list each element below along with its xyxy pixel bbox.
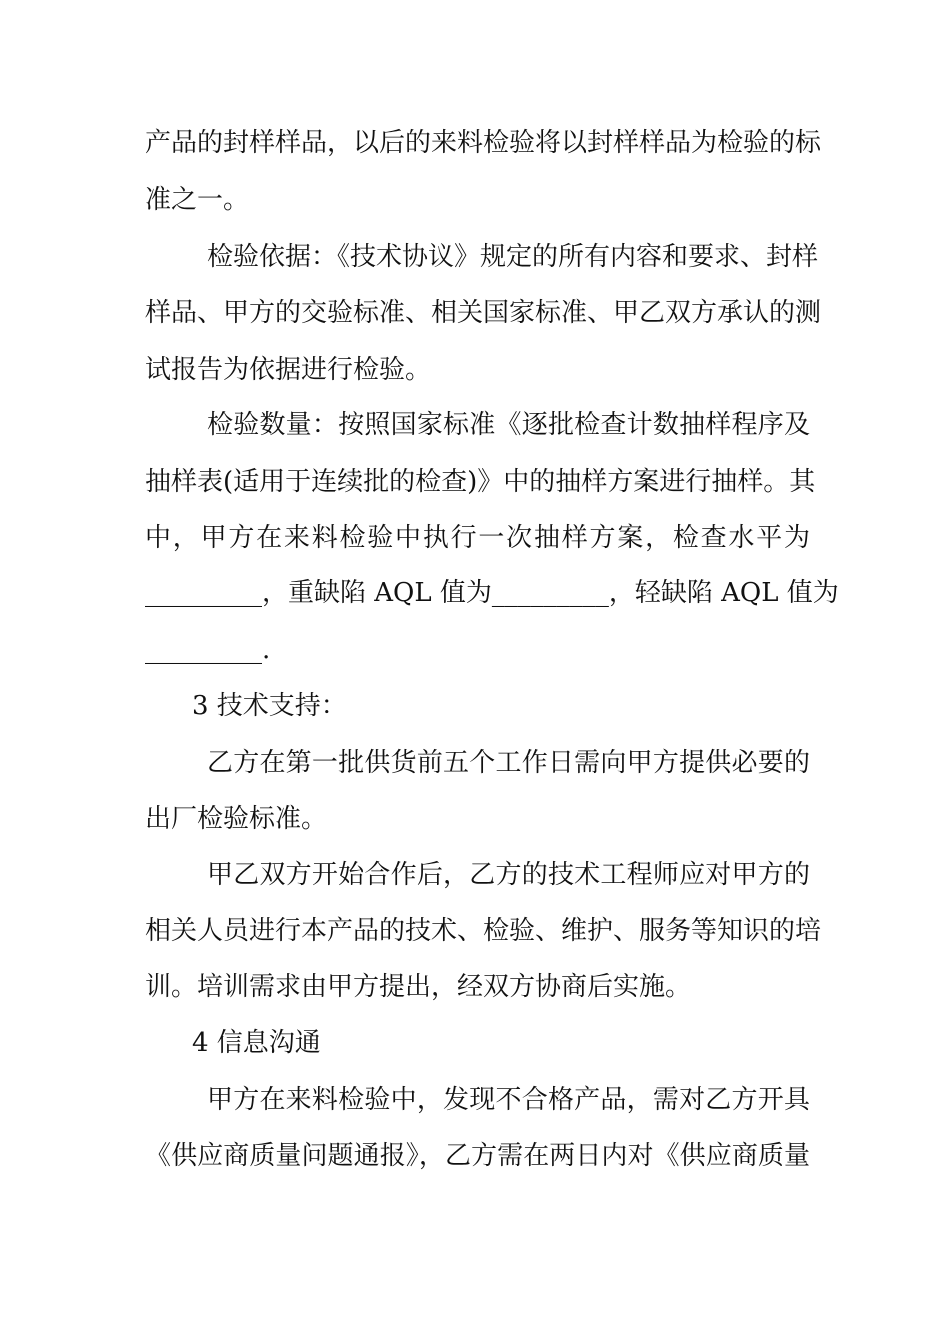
body-text-line: 训。培训需求由甲方提出，经双方协商后实施。 <box>145 972 692 1002</box>
body-text-line: 抽样表(适用于连续批的检查)》中的抽样方案进行抽样。其 <box>145 467 816 497</box>
body-text-line: 试报告为依据进行检验。 <box>145 355 432 385</box>
body-text-line: 中，甲方在来料检验中执行一次抽样方案，检查水平为 <box>145 523 810 553</box>
paragraph-first-line: 检验数量：按照国家标准《逐批检查计数抽样程序及 <box>207 410 810 440</box>
section-heading: 3 技术支持： <box>192 691 347 721</box>
section-heading: 4 信息沟通 <box>192 1028 321 1058</box>
body-text-line: 样品、甲方的交验标准、相关国家标准、甲乙双方承认的测 <box>145 298 822 328</box>
body-text-line: 出厂检验标准。 <box>145 804 328 834</box>
body-text-line: 相关人员进行本产品的技术、检验、维护、服务等知识的培 <box>145 916 822 946</box>
paragraph-first-line: 检验依据：《技术协议》规定的所有内容和要求、封样 <box>207 242 819 272</box>
body-text-line: 《供应商质量问题通报》，乙方需在两日内对《供应商质量 <box>145 1141 810 1171</box>
paragraph-first-line: 甲方在来料检验中，发现不合格产品，需对乙方开具 <box>207 1085 810 1115</box>
body-text-line: 产品的封样样品，以后的来料检验将以封样样品为检验的标 <box>145 128 822 158</box>
fill-in-blank-line: _________，重缺陷 AQL 值为_________，轻缺陷 AQL 值为 <box>145 578 839 608</box>
paragraph-first-line: 甲乙双方开始合作后，乙方的技术工程师应对甲方的 <box>207 860 810 890</box>
fill-in-blank-line: _________. <box>145 635 271 665</box>
paragraph-first-line: 乙方在第一批供货前五个工作日需向甲方提供必要的 <box>207 748 810 778</box>
body-text-line: 准之一。 <box>145 185 250 215</box>
